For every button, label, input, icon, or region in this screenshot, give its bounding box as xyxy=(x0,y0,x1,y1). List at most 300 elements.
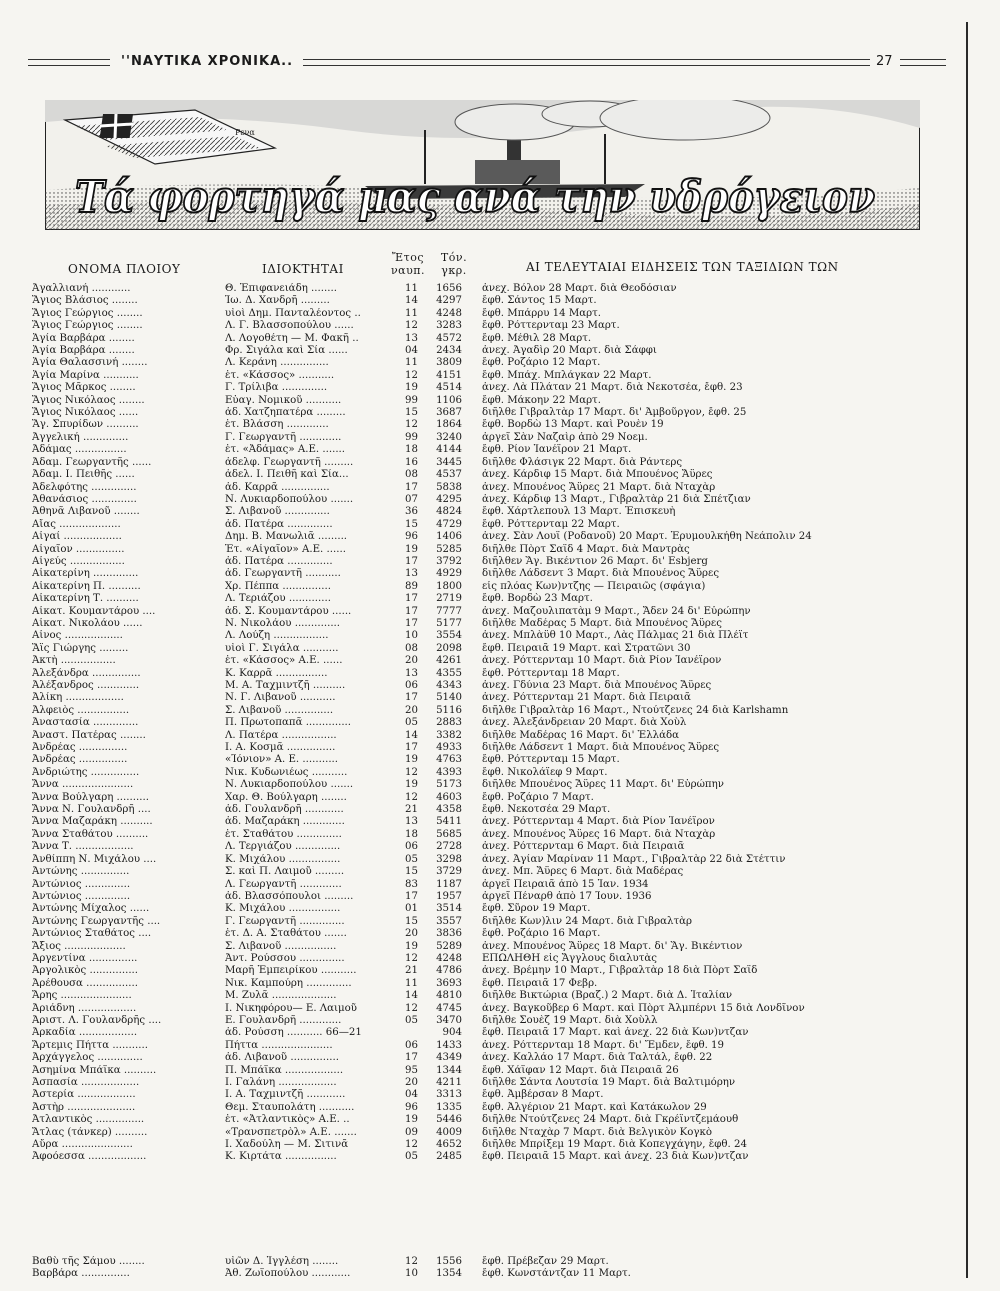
gross-tonnage: 3470 xyxy=(436,1014,462,1026)
ship-name: Ἄρτεμις Πήττα ........... xyxy=(32,1039,148,1051)
owner-name: Κ. Κιρτάτα ................ xyxy=(225,1151,337,1163)
table-row xyxy=(0,1065,966,1077)
table-row xyxy=(0,903,966,915)
build-year: 12 xyxy=(405,320,418,332)
table-row xyxy=(0,1139,966,1151)
build-year: 20 xyxy=(405,704,418,716)
gross-tonnage: 4358 xyxy=(436,804,462,816)
owner-name: υἱοὶ Γ. Σιγάλα ........... xyxy=(225,642,339,654)
ship-name: Αἴας ................... xyxy=(32,518,121,530)
owner-name: ἑτ. Βλάσση ............. xyxy=(225,419,329,431)
voyage-news: διῆλθε Πὸρτ Σαΐδ 4 Μαρτ. διὰ Μαντρὰς xyxy=(482,543,690,555)
owner-name: Χαρ. Θ. Βούλγαρη ........ xyxy=(225,791,347,803)
owner-name: Γ. Γεωργαντῆ ............. xyxy=(225,431,342,443)
voyage-news: ἀνεχ. Λὰ Πλάταν 21 Μαρτ. διὰ Νεκοτσέα, ἔφθ. 23 xyxy=(482,382,743,394)
owner-name: ἑτ. «Ἀτλαντικὸς» Α.Ε. .. xyxy=(225,1114,350,1126)
gross-tonnage: 4652 xyxy=(436,1139,462,1151)
gross-tonnage: 4393 xyxy=(436,766,462,778)
gross-tonnage: 5838 xyxy=(436,481,462,493)
ship-name: Ἀργολικὸς ............... xyxy=(32,965,139,977)
build-year: 99 xyxy=(405,431,418,443)
voyage-news: ἀνεχ. Καλλάο 17 Μαρτ. διὰ Ταλτάλ, ἔφθ. 22 xyxy=(482,1052,713,1064)
ship-name: Ἀσπασία .................. xyxy=(32,1077,140,1088)
table-row xyxy=(0,432,966,444)
voyage-news: διῆλθε Βικτώρια (Βραζ.) 2 Μαρτ. διὰ Δ. Ἰταλίαν xyxy=(482,990,733,1002)
table-row xyxy=(0,804,966,816)
gross-tonnage: 1556 xyxy=(436,1256,462,1267)
build-year: 12 xyxy=(405,766,418,778)
owner-name: Ἀθ. Ζωϊοπούλου ............ xyxy=(225,1268,351,1280)
ship-name: Ἄξιος ................... xyxy=(32,940,126,952)
table-row xyxy=(0,668,966,680)
owner-name: Ι. Νικηφόρου— Ε. Λαιμοῦ xyxy=(225,1002,357,1014)
build-year: 07 xyxy=(405,493,418,505)
table-header xyxy=(0,251,966,286)
gross-tonnage: 4514 xyxy=(436,382,462,394)
gross-tonnage: 3554 xyxy=(436,630,462,642)
build-year: 12 xyxy=(405,791,418,803)
ship-name: Αἶνος .................. xyxy=(32,630,123,642)
gross-tonnage: 1406 xyxy=(436,531,462,543)
table-row xyxy=(0,1256,966,1268)
ship-name: Ἀναστ. Πατέρας ........ xyxy=(32,729,146,741)
ship-name: Ἀλέξανδρος ............. xyxy=(32,680,140,691)
build-year: 96 xyxy=(405,1101,418,1113)
voyage-news: ἀνεχ. Κάρδιφ 13 Μαρτ., Γιβραλτὰρ 21 διὰ Σπέτζιαν xyxy=(482,493,751,505)
gross-tonnage: 5116 xyxy=(436,704,462,716)
gross-tonnage: 3514 xyxy=(436,903,462,915)
build-year: 17 xyxy=(405,555,418,567)
gross-tonnage: 4537 xyxy=(436,469,462,481)
ship-name: Ἀλίκη .................. xyxy=(32,692,124,704)
gross-tonnage: 5140 xyxy=(436,692,462,704)
ship-name: Ἀγαλλιανή ............ xyxy=(32,283,131,294)
ship-name: Ἀνδριώτης ............... xyxy=(32,766,140,778)
gross-tonnage: 1344 xyxy=(436,1064,462,1076)
gross-tonnage: 1433 xyxy=(436,1039,462,1051)
col-header-year-2: ναυπ. xyxy=(390,264,426,277)
col-header-tons-2: γκρ. xyxy=(441,264,467,277)
owner-name: ἑτ. «Ἀδάμας» Α.Ε. ....... xyxy=(225,444,346,456)
voyage-news: ἀνεχ. Ρόττερνταμ 6 Μαρτ. διὰ Πειραιᾶ xyxy=(482,841,685,853)
owner-name: ἀδ. Πατέρα .............. xyxy=(225,555,333,567)
owner-name: Νικ. Καμπούρη .............. xyxy=(225,977,352,989)
voyage-news: ἔφθ. Πειραιᾶ 15 Μαρτ. καὶ ἀνεχ. 23 διὰ Κων)ντζαν xyxy=(482,1151,749,1163)
ship-name: Ἀρέθουσα ................ xyxy=(32,977,138,989)
owner-name: Λ. Γεωργαντῆ ............. xyxy=(225,878,342,890)
table-row xyxy=(0,965,966,977)
ship-name: Ἁγία Βαρβάρα ........ xyxy=(32,332,135,344)
table-row xyxy=(0,556,966,568)
ship-name: Ἀναστασία .............. xyxy=(32,717,139,729)
voyage-news: διῆλθε Σάντα Λουτσία 19 Μαρτ. διὰ Βαλτιμόρην xyxy=(482,1077,736,1088)
owner-name: Λ. Λογοθέτη — Μ. Φακῆ .. xyxy=(225,332,359,344)
ship-name: Αὔρα ...................... xyxy=(32,1139,133,1151)
build-year: 01 xyxy=(405,903,418,915)
gross-tonnage: 4248 xyxy=(436,952,462,964)
ship-name: Βαθὺ τῆς Σάμου ........ xyxy=(32,1256,145,1267)
voyage-news: ἀνεχ. Βαγκοῦβερ 6 Μαρτ. καὶ Πὸρτ Ἀλμπέρνι 15 διὰ Λονδῖνον xyxy=(482,1002,805,1014)
owner-name: Εὐαγ. Νομικοῦ ........... xyxy=(225,394,342,406)
gross-tonnage: 4763 xyxy=(436,754,462,766)
ship-name: Ἄννα Μαζαράκη .......... xyxy=(32,816,153,828)
table-row xyxy=(0,742,966,754)
gross-tonnage: 2719 xyxy=(436,593,462,605)
owner-name: Λ. Πατέρα ................. xyxy=(225,729,337,741)
gross-tonnage: 4261 xyxy=(436,655,462,667)
ship-name: Ἀντώνιος .............. xyxy=(32,878,131,890)
build-year: 19 xyxy=(405,382,418,394)
table-row xyxy=(0,593,966,605)
owner-name: ἀδ. Μαζαράκη ............. xyxy=(225,816,345,828)
ship-name: Αἰκατ. Κουμαντάρου .... xyxy=(32,605,156,617)
owner-name: «Τρανσπετρὸλ» Α.Ε. ....... xyxy=(225,1126,357,1138)
table-row xyxy=(0,407,966,419)
owner-name: Λ. Τεργιάζου .............. xyxy=(225,841,341,853)
build-year: 18 xyxy=(405,444,418,456)
voyage-news: ἔφθ. Βορδὼ 23 Μαρτ. xyxy=(482,593,593,605)
voyage-news: ἀνεχ. Μπουένος Ἄϋρες 21 Μαρτ. διὰ Νταχὰρ xyxy=(482,481,716,493)
voyage-news: ἀνεχ. Ρόττερνταμ 4 Μαρτ. διὰ Ρίον Ἰανέϊρον xyxy=(482,816,715,828)
ship-table-b-section xyxy=(0,1256,966,1281)
gross-tonnage: 4144 xyxy=(436,444,462,456)
voyage-news: ΕΠΩΛΗΘΗ εἰς Ἄγγλους διαλυτὰς xyxy=(482,952,657,964)
ship-name: Ἀλεξάνδρα ............... xyxy=(32,667,141,679)
voyage-news: ἔφθ. Νικολάϊεφ 9 Μαρτ. xyxy=(482,766,608,778)
voyage-news: ἀνεχ. Μπουένος Ἄϋρες 16 Μαρτ. διὰ Νταχὰρ xyxy=(482,828,716,840)
build-year: 13 xyxy=(405,816,418,828)
gross-tonnage: 4297 xyxy=(436,295,462,307)
owner-name: ἀδ. Πατέρα .............. xyxy=(225,518,333,530)
build-year: 12 xyxy=(405,1256,418,1267)
table-row xyxy=(0,1040,966,1052)
table-row xyxy=(0,506,966,518)
build-year: 06 xyxy=(405,1039,418,1051)
owner-name: Ε. Γουλανδρῆ ............. xyxy=(225,1014,342,1026)
table-row xyxy=(0,928,966,940)
voyage-news: ἔφθ. Νεκοτσέα 29 Μαρτ. xyxy=(482,804,611,816)
voyage-news: ἔφθ. Πειραιᾶ 17 Φεβρ. xyxy=(482,977,598,989)
owner-name: Μ. Α. Ταχμιντζῆ .......... xyxy=(225,680,346,691)
gross-tonnage: 3792 xyxy=(436,555,462,567)
ship-name: Ἄτλας (τάνκερ) .......... xyxy=(32,1126,148,1138)
voyage-news: εἰς πλόας Κων)ντζης — Πειραιῶς (σφάγια) xyxy=(482,580,706,592)
ship-name: Ἅγιος Νικόλαος ........ xyxy=(32,394,145,406)
voyage-news: ἀνεχ. Βρέμην 10 Μαρτ., Γιβραλτὰρ 18 διὰ Πὸρτ Σαΐδ xyxy=(482,965,758,977)
table-row xyxy=(0,544,966,556)
voyage-news: ἀνεχ. Ἀγίαν Μαρίναν 11 Μαρτ., Γιβραλτὰρ 22 διὰ Στέττιν xyxy=(482,853,786,865)
table-row xyxy=(0,606,966,618)
gross-tonnage: 4572 xyxy=(436,332,462,344)
ship-name: Ἅϊς Γιώργης ......... xyxy=(32,642,129,654)
build-year: 10 xyxy=(405,630,418,642)
owner-name: ἑτ. «Κάσσος» ........... xyxy=(225,369,335,381)
ship-name: Ἀριστ. Λ. Γουλανδρῆς .... xyxy=(32,1014,162,1026)
table-row xyxy=(0,854,966,866)
owner-name: ἀδελ. Ι. Πειθῆ καὶ Σία... xyxy=(225,469,349,481)
owner-name: ἑτ. «Κάσσος» Α.Ε. ...... xyxy=(225,655,343,667)
ship-name: Ἀτλαντικὸς ............... xyxy=(32,1114,145,1126)
voyage-news: διῆλθεν Ἅγ. Βικέντιον 26 Μαρτ. δι' Esbjerg xyxy=(482,555,708,567)
ship-name: Ἄρης ...................... xyxy=(32,990,132,1002)
gross-tonnage: 4729 xyxy=(436,518,462,530)
voyage-news: διῆλθε Λάδσεντ 3 Μαρτ. διὰ Μπουένος Ἄϋρες xyxy=(482,568,720,580)
build-year: 06 xyxy=(405,680,418,691)
build-year: 11 xyxy=(405,977,418,989)
ship-name: Ἀλφειὸς ................ xyxy=(32,704,130,716)
gross-tonnage: 4929 xyxy=(436,568,462,580)
owner-name: ἀδ. Γουλανδρῆ ............ xyxy=(225,804,344,816)
voyage-news: ἀνεχ. Βόλον 28 Μαρτ. διὰ Θεοδόσιαν xyxy=(482,283,677,294)
build-year: 14 xyxy=(405,990,418,1002)
ship-name: Ἀντώνης Μίχαλος ...... xyxy=(32,903,150,915)
owner-name: Ι. Γαλάνη .................. xyxy=(225,1077,337,1088)
ship-name: Ἀστὴρ ..................... xyxy=(32,1101,136,1113)
build-year: 05 xyxy=(405,1151,418,1163)
owner-name: «Ἰόνιον» Α. Ε. ........... xyxy=(225,754,339,766)
voyage-news: διῆλθε Μαδέρας 5 Μαρτ. διὰ Μπουένος Ἄϋρες xyxy=(482,617,722,629)
gross-tonnage: 4343 xyxy=(436,680,462,691)
voyage-news: ἀνεχ. Ἀλεξάνδρειαν 20 Μαρτ. διὰ Χοὺλ xyxy=(482,717,687,729)
table-row xyxy=(0,866,966,878)
build-year: 13 xyxy=(405,332,418,344)
gross-tonnage: 1864 xyxy=(436,419,462,431)
voyage-news: ἔφθ. Βορδὼ 13 Μαρτ. καὶ Ρουὲν 19 xyxy=(482,419,664,431)
build-year: 19 xyxy=(405,1114,418,1126)
gross-tonnage: 3313 xyxy=(436,1089,462,1101)
owner-name: ἀδ. Βλασσόπουλοι ......... xyxy=(225,890,354,902)
build-year: 20 xyxy=(405,928,418,940)
build-year: 17 xyxy=(405,617,418,629)
build-year: 11 xyxy=(405,307,418,319)
voyage-news: ἔφθ. Πειραιᾶ 19 Μαρτ. καὶ Στρατῶνι 30 xyxy=(482,642,691,654)
voyage-news: ἔφθ. Πειραιᾶ 17 Μαρτ. καὶ ἀνεχ. 22 διὰ Κων)ντζαν xyxy=(482,1027,749,1039)
ship-name: Ἀντώνης ............... xyxy=(32,866,130,878)
gross-tonnage: 4786 xyxy=(436,965,462,977)
owner-name: Δημ. Β. Μανωλιᾶ ......... xyxy=(225,531,348,543)
gross-tonnage: 3836 xyxy=(436,928,462,940)
voyage-news: ἔφθ. Πρέβεζαν 29 Μαρτ. xyxy=(482,1256,609,1267)
owner-name: Μαρῆ Ἐμπειρίκου ........... xyxy=(225,965,357,977)
owner-name: ἑτ. Δ. Α. Σταθάτου ....... xyxy=(225,928,347,940)
ship-name: Ἀδελφότης .............. xyxy=(32,481,137,493)
build-year: 08 xyxy=(405,642,418,654)
gross-tonnage: 5177 xyxy=(436,617,462,629)
build-year: 08 xyxy=(405,469,418,481)
gross-tonnage: 2485 xyxy=(436,1151,462,1163)
table-row xyxy=(0,1089,966,1101)
gross-tonnage: 4824 xyxy=(436,506,462,518)
gross-tonnage: 3382 xyxy=(436,729,462,741)
gross-tonnage: 3240 xyxy=(436,431,462,443)
owner-name: Χρ. Πέππα ............... xyxy=(225,580,331,592)
gross-tonnage: 3693 xyxy=(436,977,462,989)
ship-name: Αἰγαῖον ............... xyxy=(32,543,125,555)
build-year: 21 xyxy=(405,804,418,816)
table-row xyxy=(0,941,966,953)
table-row xyxy=(0,1052,966,1064)
owner-name: Ι. Α. Ταχμιντζῆ ............ xyxy=(225,1089,346,1101)
ship-name: Ἅγ. Σπυρίδων .......... xyxy=(32,419,139,431)
table-row xyxy=(0,1151,966,1163)
owner-name: Ἰω. Δ. Χανδρῆ ......... xyxy=(225,295,330,307)
build-year: 89 xyxy=(405,580,418,592)
voyage-news: διῆλθε Ντούτζενες 24 Μαρτ. διὰ Γκρέϊντζεμάουθ xyxy=(482,1114,739,1126)
ship-name: Ἀθανάσιος .............. xyxy=(32,493,137,505)
table-row xyxy=(0,419,966,431)
table-row xyxy=(0,879,966,891)
gross-tonnage: 4603 xyxy=(436,791,462,803)
owner-name: Λ. Γ. Βλασσοπούλου ...... xyxy=(225,320,354,332)
table-row xyxy=(0,705,966,717)
build-year: 17 xyxy=(405,1052,418,1064)
ship-name: Ἀνδρέας ............... xyxy=(32,742,128,754)
ship-name: Ἄννα Σταθάτου .......... xyxy=(32,828,149,840)
voyage-news: ἔφθ. Ρόττερνταμ 18 Μαρτ. xyxy=(482,667,620,679)
ship-name: Ἀντώνιος .............. xyxy=(32,890,131,902)
table-row xyxy=(0,320,966,332)
build-year: 12 xyxy=(405,1002,418,1014)
ship-name: Ἅγιος Γεώργιος ........ xyxy=(32,320,143,332)
owner-name: Π. Μπάϊκα .................. xyxy=(225,1064,344,1076)
build-year: 17 xyxy=(405,593,418,605)
voyage-news: ἀνεχ. Σὰν Λουΐ (Ροδανοῦ) 20 Μαρτ. Ἐρυμουλκήθη Νεάπολιν 24 xyxy=(482,531,812,543)
table-row xyxy=(0,630,966,642)
table-row xyxy=(0,519,966,531)
owner-name: Κ. Μιχάλου ................ xyxy=(225,853,341,865)
ship-name: Ἀντώνης Γεωργαντῆς .... xyxy=(32,915,161,927)
owner-name: ἑτ. Σταθάτου .............. xyxy=(225,828,342,840)
gross-tonnage: 4810 xyxy=(436,990,462,1002)
owner-name: Σ. καὶ Π. Λαιμοῦ ......... xyxy=(225,866,345,878)
build-year: 17 xyxy=(405,890,418,902)
ship-name: Ἀθηνᾶ Λιβανοῦ ........ xyxy=(32,506,140,518)
voyage-news: ἀργεῖ Σὰν Ναζαὶρ ἀπὸ 29 Νοεμ. xyxy=(482,431,648,443)
col-header-latest-news: ΑΙ ΤΕΛΕΥΤΑΙΑΙ ΕΙΔΗΣΕΙΣ ΤΩΝ ΤΑΞΙΔΙΩΝ ΤΩΝ xyxy=(526,260,839,274)
table-row xyxy=(0,1268,966,1280)
gross-tonnage: 1800 xyxy=(436,580,462,592)
voyage-news: ἔφθ. Ἀμβέρσαν 8 Μαρτ. xyxy=(482,1089,604,1101)
gross-tonnage: 4211 xyxy=(436,1077,462,1088)
table-row xyxy=(0,308,966,320)
table-row xyxy=(0,395,966,407)
voyage-news: ἔφθ. Χάϊφαν 12 Μαρτ. διὰ Πειραιᾶ 26 xyxy=(482,1064,679,1076)
build-year: 15 xyxy=(405,407,418,419)
gross-tonnage: 3283 xyxy=(436,320,462,332)
voyage-news: διῆλθε Κων)λιν 24 Μαρτ. διὰ Γιβραλτὰρ xyxy=(482,915,692,927)
ship-table xyxy=(0,283,966,1164)
voyage-news: ἔφθ. Ρόττερνταμ 23 Μαρτ. xyxy=(482,320,620,332)
voyage-news: ἔφθ. Ροζάριο 7 Μαρτ. xyxy=(482,791,594,803)
owner-name: Σ. Λιβανοῦ .............. xyxy=(225,506,330,518)
ship-name: Ἄννα Βούλγαρη .......... xyxy=(32,791,149,803)
gross-tonnage: 1957 xyxy=(436,890,462,902)
voyage-news: ἔφθ. Χάρτλεπουλ 13 Μαρτ. Ἐπισκευὴ xyxy=(482,506,676,518)
ship-name: Ἀφοόεσσα .................. xyxy=(32,1151,147,1163)
build-year: 12 xyxy=(405,1139,418,1151)
table-row xyxy=(0,568,966,580)
build-year: 96 xyxy=(405,531,418,543)
gross-tonnage: 5685 xyxy=(436,828,462,840)
gross-tonnage: 5173 xyxy=(436,779,462,791)
voyage-news: διῆλθε Μπρίξεμ 19 Μαρτ. διὰ Κοπεγχάγην, ἔφθ. 24 xyxy=(482,1139,747,1151)
ship-name: Αἰκατερίνη Τ. .......... xyxy=(32,593,139,605)
ship-name: Ἀνδρέας ............... xyxy=(32,754,128,766)
build-year: 12 xyxy=(405,952,418,964)
owner-name: ἀδ. Σ. Κουμαντάρου ...... xyxy=(225,605,352,617)
voyage-news: ἀνεχ. Γδύνια 23 Μαρτ. διὰ Μπουένος Ἄϋρες xyxy=(482,680,712,691)
col-header-tons-1: Τόν. xyxy=(440,251,468,264)
voyage-news: ἀνεχ. Κάρδιφ 15 Μαρτ. διὰ Μπουένος Ἄϋρες xyxy=(482,469,713,481)
voyage-news: ἀνεχ. Μπ. Ἄϋρες 6 Μαρτ. διὰ Μαδέρας xyxy=(482,866,684,878)
table-row xyxy=(0,457,966,469)
owner-name: ἀδ. Χατζηπατέρα ......... xyxy=(225,407,346,419)
ship-name: Ἁγία Βαρβάρα ........ xyxy=(32,345,135,357)
owner-name: Φρ. Σιγάλα καὶ Σία ...... xyxy=(225,345,348,357)
voyage-news: ἀργεῖ Πειραιᾶ ἀπὸ 15 Ἰαν. 1934 xyxy=(482,878,649,890)
voyage-news: ἔφθ. Κωνστάντζαν 11 Μαρτ. xyxy=(482,1268,631,1280)
ship-name: Αἰγεύς ................. xyxy=(32,555,125,567)
build-year: 95 xyxy=(405,1064,418,1076)
build-year: 09 xyxy=(405,1126,418,1138)
voyage-news: ἀνεχ. Ρόττερνταμ 10 Μαρτ. διὰ Ρίον Ἰανέϊρον xyxy=(482,655,722,667)
build-year: 18 xyxy=(405,828,418,840)
owner-name: ἀδελφ. Γεωργαντῆ ......... xyxy=(225,456,354,468)
voyage-news: ἔφθ. Ρόττερνταμ 15 Μαρτ. xyxy=(482,754,620,766)
ship-name: Ἀσημίνα Μπάϊκα .......... xyxy=(32,1064,157,1076)
gross-tonnage: 904 xyxy=(442,1027,462,1039)
table-row xyxy=(0,717,966,729)
table-row xyxy=(0,655,966,667)
voyage-news: ἀνεχ. Ρόττερνταμ 18 Μαρτ. δι' Ἔμδεν, ἔφθ. 19 xyxy=(482,1039,725,1051)
owner-name: Μ. Ζυλᾶ .................... xyxy=(225,990,337,1002)
voyage-news: ἔφθ. Μέθιλ 28 Μαρτ. xyxy=(482,332,592,344)
ship-name: Ἅγιος Γεώργιος ........ xyxy=(32,307,143,319)
build-year: 20 xyxy=(405,655,418,667)
voyage-news: ἔφθ. Σῦρον 19 Μαρτ. xyxy=(482,903,591,915)
table-row xyxy=(0,730,966,742)
gross-tonnage: 2728 xyxy=(436,841,462,853)
build-year: 99 xyxy=(405,394,418,406)
ship-name: Ἅγιος Νικόλαος ...... xyxy=(32,407,139,419)
gross-tonnage: 4349 xyxy=(436,1052,462,1064)
table-row xyxy=(0,482,966,494)
owner-name: υἱοὶ Δημ. Πανταλέοντος .. xyxy=(225,307,361,319)
banner-signature: Ρενα xyxy=(235,128,255,137)
table-row xyxy=(0,1027,966,1039)
build-year: 19 xyxy=(405,754,418,766)
table-row xyxy=(0,841,966,853)
build-year: 05 xyxy=(405,1014,418,1026)
gross-tonnage: 1187 xyxy=(436,878,462,890)
ship-name: Ἄννα ...................... xyxy=(32,779,134,791)
owner-name: Θ. Ἐπιφανειάδη ........ xyxy=(225,283,337,294)
voyage-news: ἀνεχ. Μπουένος Ἄϋρες 18 Μαρτ. δι' Ἅγ. Βικέντιον xyxy=(482,940,743,952)
voyage-news: διῆλθε Γιβραλτὰρ 16 Μαρτ., Ντούτζενες 24 διὰ Karlshamn xyxy=(482,704,789,716)
build-year: 13 xyxy=(405,667,418,679)
ship-name: Βαρβάρα ............... xyxy=(32,1268,130,1280)
ship-name: Ἀργεντίνα ............... xyxy=(32,952,138,964)
gross-tonnage: 3809 xyxy=(436,357,462,369)
table-row xyxy=(0,990,966,1002)
build-year: 19 xyxy=(405,779,418,791)
owner-name: Ι. Α. Κοσμᾶ ............... xyxy=(225,742,336,754)
build-year: 13 xyxy=(405,568,418,580)
build-year: 17 xyxy=(405,481,418,493)
owner-name: ἀδ. Ρούσση ........... 66—21 xyxy=(225,1027,362,1039)
journal-title: ''ΝΑΥΤΙΚΑ ΧΡΟΝΙΚΑ.. xyxy=(121,54,294,69)
table-row xyxy=(0,531,966,543)
